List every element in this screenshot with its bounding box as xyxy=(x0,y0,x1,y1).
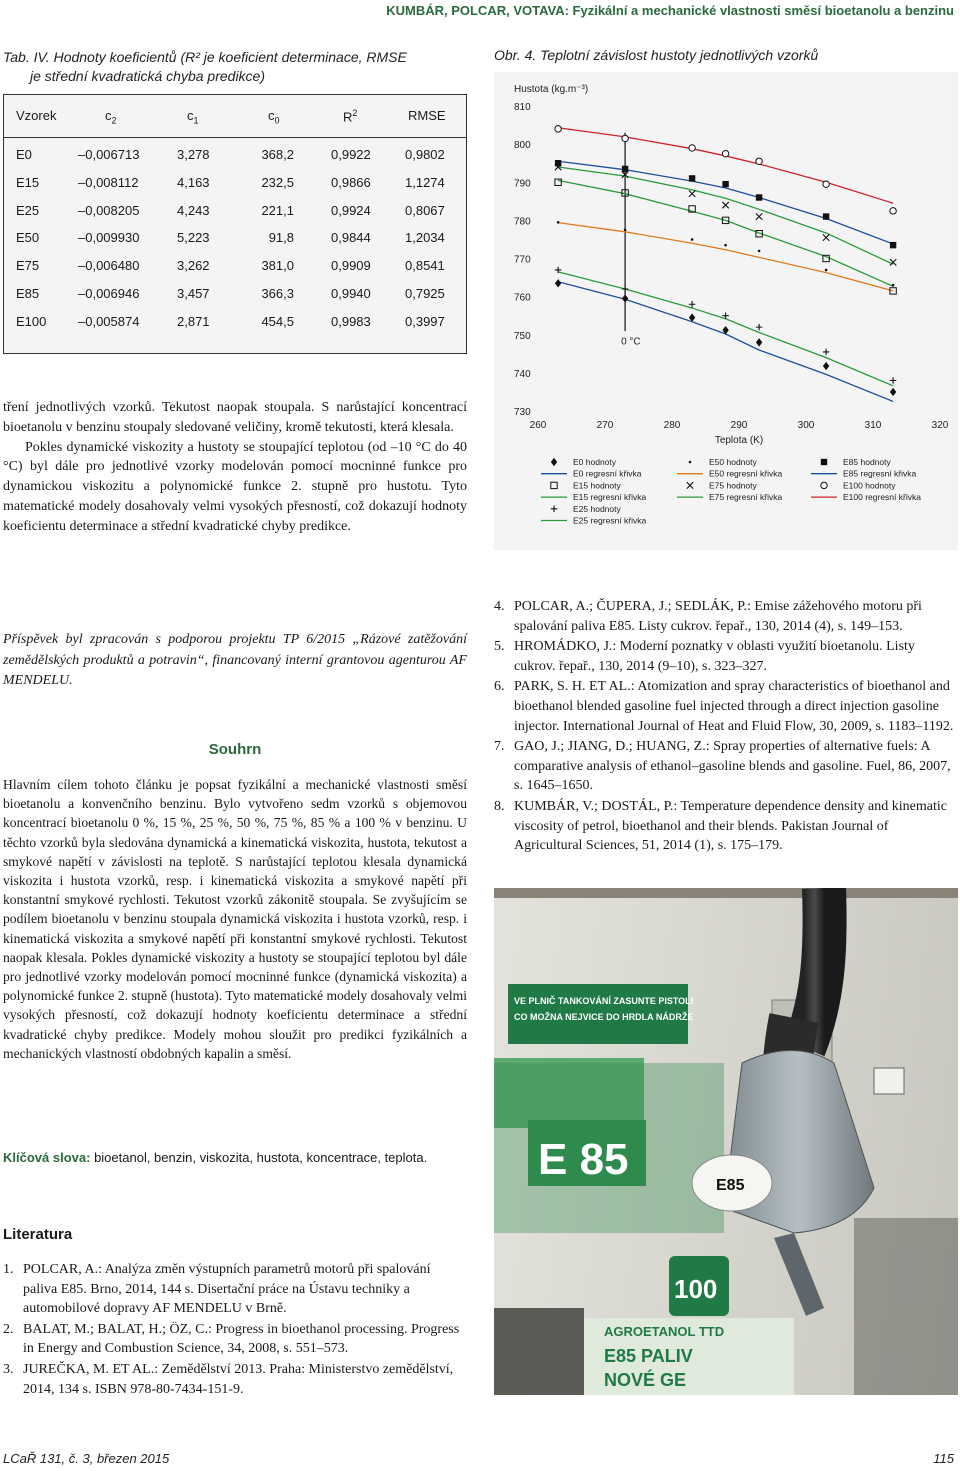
keywords-label: Klíčová slova: xyxy=(3,1150,91,1165)
data-point xyxy=(624,229,627,232)
table-header-cell: $c_1$ xyxy=(187,108,199,126)
data-point xyxy=(756,338,762,346)
legend-label: E75 regresní křivka xyxy=(709,492,783,503)
legend-label: E25 hodnoty xyxy=(573,503,621,514)
coefficients-table xyxy=(3,94,467,354)
reference-text: POLCAR, A.; ČUPERA, J.; SEDLÁK, P.: Emise zážehového motoru při spalování paliva E85. Listy cukrov. řepař., 130, 2014 (4), s. 149–153. xyxy=(514,599,922,634)
table-header-cell: $R^2$ xyxy=(343,108,358,125)
legend-label: E50 hodnoty xyxy=(709,457,757,467)
table-cell: –0,006480 xyxy=(78,258,140,274)
table-cell: 91,8 xyxy=(268,230,294,246)
data-point xyxy=(890,242,896,248)
y-tick-label: 770 xyxy=(514,254,531,266)
y-tick-label: 760 xyxy=(514,292,531,304)
data-point xyxy=(823,234,829,240)
reference-item xyxy=(494,737,958,796)
data-point xyxy=(724,244,727,247)
fuel-pump-illustration xyxy=(494,888,958,1395)
table-cell: 1,1274 xyxy=(405,174,445,190)
table-cell: 3,457 xyxy=(177,286,210,301)
table-cell: 4,243 xyxy=(177,202,210,218)
data-point xyxy=(890,259,896,265)
data-point xyxy=(756,213,762,219)
table-caption-line1: Tab. IV. Hodnoty koeficientů (R² je koeficient determinace, RMSE xyxy=(3,49,407,65)
table-header-cell: RMSE xyxy=(408,108,446,123)
y-tick-label: 780 xyxy=(514,216,531,228)
table-cell: 454,5 xyxy=(261,313,294,329)
legend-marker xyxy=(551,482,557,488)
data-point xyxy=(823,362,829,370)
legend-label: E25 regresní křivka xyxy=(573,515,647,526)
reference-number: 8. xyxy=(494,798,505,814)
body-paragraphs xyxy=(3,398,467,537)
table-cell: 3,278 xyxy=(177,147,210,162)
table-caption-line2: je střední kvadratická chyba predikce) xyxy=(30,68,265,84)
regression-line xyxy=(558,180,893,286)
references-right xyxy=(494,597,958,857)
data-point xyxy=(557,221,560,224)
x-tick-label: 280 xyxy=(663,420,681,431)
data-point xyxy=(756,324,762,330)
table-row-label: E15 xyxy=(16,174,40,190)
density-chart xyxy=(494,72,958,550)
reference-text: HROMÁDKO, J.: Moderní poznatky v oblasti využití bioetanolu. Listy cukrov. řepař., 130, 2014 (9–10), s. 323–327. xyxy=(514,639,915,674)
data-point xyxy=(555,126,561,132)
table-header-cell: Vzorek xyxy=(16,108,57,123)
data-point xyxy=(825,269,828,272)
regression-line xyxy=(558,282,893,402)
table-cell: –0,009930 xyxy=(78,230,140,246)
data-point xyxy=(691,238,694,241)
badge-text: 100 xyxy=(674,1274,718,1304)
reference-item xyxy=(3,1320,467,1359)
reference-item xyxy=(494,597,958,636)
souhrn-text: Hlavním cílem tohoto článku je popsat fyzikální a mechanické vlastnosti směsí bioetanolu a konvenčního benzinu. Bylo vytvořeno sedm vzorků s objemovou koncentrací bioetanolu 0 %, 15 %, 25 %, 50 %, 75 %, 85 % a 100 % v benzinu. U těchto vzorků byla sledována dynamická a kinematická viskozita, hustota, tekutost a smykové napětí v závislosti na teplotě. S narůstající teplotou klesala dynamická viskozita i hustota vzorků, resp. i kinematická viskozita a smykové napětí při konstantní smykové rychlosti. Tekutost vzorků zákonitě stoupala. Se zvyšujícím se podílem bioetanolu v benzinu stoupala dynamická viskozita i hustota vzorků, resp. i kinematická viskozita a smykové napětí při konstantní smykové rychlosti. Tekutost naopak klesala. Pokles dynamické viskozity a hustoty se stoupající teplotou byl dále pro jednotlivé vzorky modelován pomocí mocninné funkce (dynamická viskozita) a polynomické funkce 2. stupně (hustota). Tyto matematické modely dosahovaly velmi vysokých přesností, což dokazují hodnoty koeficientu determinace a střední kvadratické chyby predikce. Modely mohou sloužit pro predikci fyzikálních a mechanických vlastností obdobných kapalin a směsí. xyxy=(3,777,467,1061)
x-tick-label: 320 xyxy=(931,420,949,431)
table-cell: 3,262 xyxy=(177,258,210,274)
legend-label: E15 regresní křivka xyxy=(573,492,647,503)
figure-caption: Obr. 4. Teplotní závislost hustoty jednotlivých vzorků xyxy=(494,47,819,63)
table-row-label: E85 xyxy=(16,286,40,301)
data-point xyxy=(758,250,761,253)
references-left xyxy=(3,1260,467,1400)
zero-celsius-label: 0 °C xyxy=(621,336,641,348)
sign-line1: VE PLNIČ TANKOVÁNÍ ZASUNTE PISTOLI xyxy=(514,996,694,1006)
reference-item xyxy=(494,637,958,676)
nozzle-label: E85 xyxy=(716,1177,745,1194)
y-tick-label: 750 xyxy=(514,330,531,342)
table-cell: 0,9983 xyxy=(331,313,371,329)
table-header-cell: $c_2$ xyxy=(105,108,117,126)
data-point xyxy=(689,190,695,196)
legend-marker xyxy=(551,458,557,466)
table-cell: 0,9940 xyxy=(331,286,371,301)
banner-line2: E85 PALIV xyxy=(604,1346,693,1366)
reference-text: PARK, S. H. ET AL.: Atomization and spray characteristics of bioethanol and bioethanol blended gasoline fuel injected through a direct injection gasoline injector. International Journal of Heat and Fluid Flow, 30, 2009, s. 1183–1192. xyxy=(514,679,954,734)
legend-label: E85 regresní křivka xyxy=(843,468,917,479)
souhrn-heading: Souhrn xyxy=(208,741,262,758)
table-cell: 0,9844 xyxy=(331,230,371,246)
reference-text: BALAT, M.; BALAT, H.; ÖZ, C.: Progress in bioethanol processing. Progress in Energy and Combustion Science, 34, 2008, s. 551–573. xyxy=(23,1321,460,1357)
y-tick-label: 790 xyxy=(514,178,531,190)
density-chart-svg xyxy=(494,72,958,550)
table-row-label: E100 xyxy=(16,313,47,329)
table-cell: –0,008112 xyxy=(78,174,139,190)
data-point xyxy=(555,160,561,166)
paragraph-1: tření jednotlivých vzorků. Tekutost naopak stoupala. S narůstající koncentrací bioetanolu v benzinu stoupaly sledované veličiny, kromě tekutosti, která klesala. xyxy=(3,400,467,435)
legend-label: E100 regresní křivka xyxy=(843,492,921,503)
data-point xyxy=(622,135,628,141)
legend-marker xyxy=(821,459,827,465)
keywords-text: bioetanol, benzin, viskozita, hustota, koncentrace, teplota. xyxy=(94,1150,428,1165)
data-point xyxy=(756,158,762,164)
data-point xyxy=(823,213,829,219)
table-cell: –0,006713 xyxy=(78,147,140,162)
footer-journal: LCaŘ 131, č. 3, březen 2015 xyxy=(3,1451,170,1466)
data-point xyxy=(722,181,728,187)
table-cell: 381,0 xyxy=(261,258,294,274)
legend-label: E75 hodnoty xyxy=(709,480,757,491)
y-tick-label: 810 xyxy=(514,102,531,113)
y-tick-label: 800 xyxy=(514,140,531,152)
reference-number: 4. xyxy=(494,599,505,614)
table-cell: 5,223 xyxy=(177,230,210,246)
table-cell: 0,9924 xyxy=(331,202,371,218)
reference-number: 3. xyxy=(3,1361,14,1377)
x-tick-label: 290 xyxy=(730,420,748,431)
table-cell: 1,2034 xyxy=(405,230,445,246)
regression-line xyxy=(558,223,893,291)
table-header-cell: $c_0$ xyxy=(268,108,280,126)
table-cell: 0,9802 xyxy=(405,147,445,162)
y-axis-label: Hustota (kg.m⁻³) xyxy=(514,84,589,95)
table-cell: 0,9909 xyxy=(331,258,371,274)
regression-line xyxy=(558,128,893,203)
reference-number: 7. xyxy=(494,739,505,755)
y-tick-label: 730 xyxy=(514,407,531,418)
reference-item xyxy=(3,1360,467,1399)
sign-line2: CO MOŽNA NEJVICE DO HRDLA NÁDRŽE xyxy=(514,1012,694,1022)
table-cell: –0,006946 xyxy=(78,286,140,301)
reference-number: 5. xyxy=(494,639,505,655)
table-cell: 4,163 xyxy=(177,174,210,190)
x-tick-label: 300 xyxy=(797,420,815,431)
banner-line3: NOVÉ GE xyxy=(604,1370,687,1390)
reference-text: KUMBÁR, V.; DOSTÁL, P.: Temperature dependence density and kinematic viscosity of petrol, bioethanol and their blends. Pakistan Journal of Agricultural Sciences, 51, 2014 (1), s. 175–179. xyxy=(514,798,947,854)
legend-label: E100 hodnoty xyxy=(843,480,896,491)
table-cell: 2,871 xyxy=(177,313,210,329)
data-point xyxy=(622,286,628,292)
legend-marker xyxy=(687,482,693,488)
table-row-label: E25 xyxy=(16,202,40,218)
running-header: KUMBÁR, POLCAR, VOTAVA: Fyzikální a mechanické vlastnosti směsí bioetanolu a benzinu xyxy=(386,3,954,18)
table-cell: 0,8067 xyxy=(405,202,445,218)
table-cell: –0,005874 xyxy=(78,313,140,329)
reference-number: 1. xyxy=(3,1262,14,1277)
table-row-label: E75 xyxy=(16,258,40,274)
table-cell: 0,3997 xyxy=(405,313,445,329)
keywords xyxy=(3,1150,473,1165)
data-point xyxy=(689,145,695,151)
legend-label: E85 hodnoty xyxy=(843,457,891,467)
legend-label: E50 regresní křivka xyxy=(709,468,783,479)
table-cell: 0,7925 xyxy=(405,286,445,301)
banner-line1: AGROETANOL TTD xyxy=(604,1324,725,1339)
legend-marker xyxy=(551,506,557,512)
table-cell: 0,9922 xyxy=(331,147,371,162)
fuel-pump-photo xyxy=(494,888,958,1395)
legend-marker xyxy=(821,482,827,488)
data-point xyxy=(722,202,728,208)
data-point xyxy=(823,349,829,355)
data-point xyxy=(890,388,896,396)
literatura-heading: Literatura xyxy=(3,1226,73,1243)
table-cell: –0,008205 xyxy=(78,202,140,218)
data-point xyxy=(555,279,561,287)
legend-label: E0 regresní křivka xyxy=(573,468,642,479)
reference-number: 2. xyxy=(3,1321,14,1337)
reference-item xyxy=(3,1260,467,1319)
data-point xyxy=(555,179,561,185)
data-point xyxy=(689,175,695,181)
reference-text: JUREČKA, M. ET AL.: Zemědělství 2013. Praha: Ministerstvo zemědělství, 2014, 134 s. ISBN 978-80-7434-151-9. xyxy=(23,1361,454,1397)
paragraph-2: Pokles dynamické viskozity a hustoty se stoupající teplotou (od –10 °C do 40 °C) byl dále pro jednotlivé vzorky modelován pomocí mocninné funkce pro dynamickou viskozitu a polynomické funkce 2. stupně pro hustotu. Tyto matematické modely dosahovaly velmi vysokých přesností, což dokazují hodnoty koeficientu determinace a střední kvadratické chyby predikce. xyxy=(3,439,467,534)
x-axis-label: Teplota (K) xyxy=(714,435,764,446)
reference-text: POLCAR, A.: Analýza změn výstupních parametrů motorů při spalování paliva E85. Brno, 2014, 144 s. Disertační práce na Ústavu techniky a automobilové dopravy AF MENDELU v Brně. xyxy=(23,1262,431,1317)
table-cell: 232,5 xyxy=(261,174,294,190)
table-row-label: E50 xyxy=(16,230,40,246)
data-point xyxy=(892,284,895,287)
data-point xyxy=(622,294,628,302)
reference-item xyxy=(494,797,958,856)
table-cell: 221,1 xyxy=(261,202,294,218)
legend-marker xyxy=(689,461,692,464)
data-point xyxy=(890,208,896,214)
data-point xyxy=(689,301,695,307)
reference-number: 6. xyxy=(494,679,505,695)
data-point xyxy=(823,181,829,187)
table-cell: 366,3 xyxy=(261,286,294,301)
x-tick-label: 310 xyxy=(864,420,882,431)
footer-page-number: 115 xyxy=(933,1451,954,1466)
table-cell: 368,2 xyxy=(261,147,294,162)
x-tick-label: 270 xyxy=(596,420,614,431)
legend-label: E15 hodnoty xyxy=(573,480,621,491)
table-cell: 0,8541 xyxy=(405,258,445,274)
data-point xyxy=(722,150,728,156)
table-caption xyxy=(3,48,473,86)
data-point xyxy=(622,166,628,172)
reference-item xyxy=(494,677,958,736)
legend-label: E0 hodnoty xyxy=(573,457,617,467)
e85-big-label: E 85 xyxy=(538,1135,629,1184)
y-tick-label: 740 xyxy=(514,368,531,380)
acknowledgement: Příspěvek byl zpracován s podporou projektu TP 6/2015 „Rázové zatěžování zemědělských produktů a potravin“, financovaný interní grantovou agenturou AF MENDELU. xyxy=(3,632,467,688)
x-tick-label: 260 xyxy=(529,420,547,431)
reference-text: GAO, J.; JIANG, D.; HUANG, Z.: Spray properties of alternative fuels: A comparative analysis of ethanol–gasoline blends and gasoline. Fuel, 86, 2007, s. 1645–1650. xyxy=(514,739,951,794)
table-header-row xyxy=(4,95,466,138)
data-point xyxy=(890,377,896,383)
data-point xyxy=(756,194,762,200)
table-row-label: E0 xyxy=(16,147,32,162)
table-cell: 0,9866 xyxy=(331,174,371,190)
